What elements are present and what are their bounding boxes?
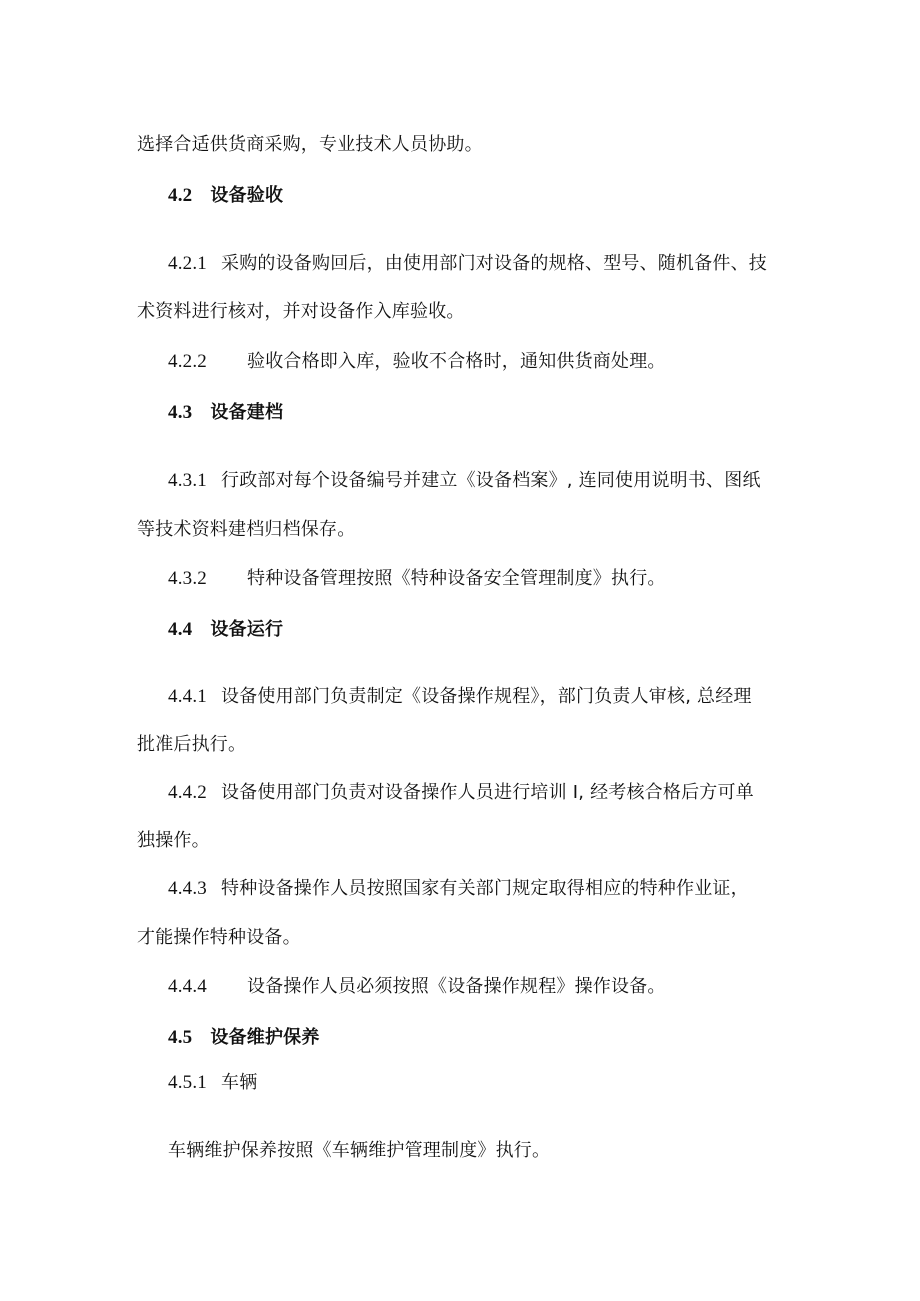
clause-number: 4.5.1 [168,1072,207,1093]
paragraph-body: 选择合适供货商采购，专业技术人员协助。 [137,134,483,155]
clause-number: 4.4.2 [168,782,207,803]
section-number: 4.4 [168,619,193,640]
section-number: 4.3 [168,402,193,423]
clause-text: 术资料进行核对，并对设备作入库验收。 [137,301,465,322]
clause-text: 采购的设备购回后，由使用部门对设备的规格、型号、随机备件、技 [221,253,767,274]
section-number: 4.5 [168,1027,193,1048]
clause-text: 独操作。 [137,830,210,851]
clause-continuation [137,300,465,324]
clause-number: 4.3.2 [168,568,207,589]
clause-text: 设备使用部门负责对设备操作人员进行培训 I, 经考核合格后方可单 [221,782,754,803]
paragraph-text [168,1139,550,1163]
section-title: 设备维护保养 [210,1027,320,1048]
clause-4-5-1 [168,1071,257,1095]
clause-continuation [137,926,301,950]
section-heading-4-2 [168,184,283,208]
clause-4-4-2 [168,781,754,805]
clause-continuation [137,518,355,542]
section-heading-4-4 [168,618,283,642]
section-title: 设备运行 [210,619,284,640]
clause-4-3-2 [168,567,666,591]
clause-4-2-2 [168,350,666,374]
section-title: 设备验收 [210,185,284,206]
clause-number: 4.4.4 [168,976,207,997]
paragraph-text [137,133,483,157]
clause-4-2-1 [168,252,767,276]
clause-text: 特种设备管理按照《特种设备安全管理制度》执行。 [247,568,666,589]
clause-4-4-4 [168,975,666,999]
paragraph-body: 车辆维护保养按照《车辆维护管理制度》执行。 [168,1140,551,1161]
clause-continuation [137,829,210,853]
clause-text: 等技术资料建档归档保存。 [137,519,356,540]
clause-number: 4.2.2 [168,351,207,372]
clause-number: 4.3.1 [168,470,207,491]
clause-text: 设备操作人员必须按照《设备操作规程》操作设备。 [247,976,666,997]
clause-continuation [137,733,246,757]
clause-text: 才能操作特种设备。 [137,927,301,948]
clause-number: 4.4.3 [168,878,207,899]
clause-text: 批准后执行。 [137,734,247,755]
clause-text: 行政部对每个设备编号并建立《设备档案》, 连同使用说明书、图纸 [221,470,761,491]
section-title: 设备建档 [210,402,284,423]
section-heading-4-5 [168,1026,320,1050]
clause-text: 设备使用部门负责制定《设备操作规程》，部门负责人审核, 总经理 [221,686,752,707]
section-heading-4-3 [168,401,283,425]
clause-text: 特种设备操作人员按照国家有关部门规定取得相应的特种作业证， [221,878,749,899]
clause-4-4-3 [168,877,749,901]
clause-text: 车辆 [221,1072,258,1093]
clause-text: 验收合格即入库，验收不合格时，通知供货商处理。 [247,351,666,372]
clause-number: 4.4.1 [168,686,207,707]
section-number: 4.2 [168,185,193,206]
clause-4-3-1 [168,469,761,493]
clause-4-4-1 [168,685,752,709]
clause-number: 4.2.1 [168,253,207,274]
